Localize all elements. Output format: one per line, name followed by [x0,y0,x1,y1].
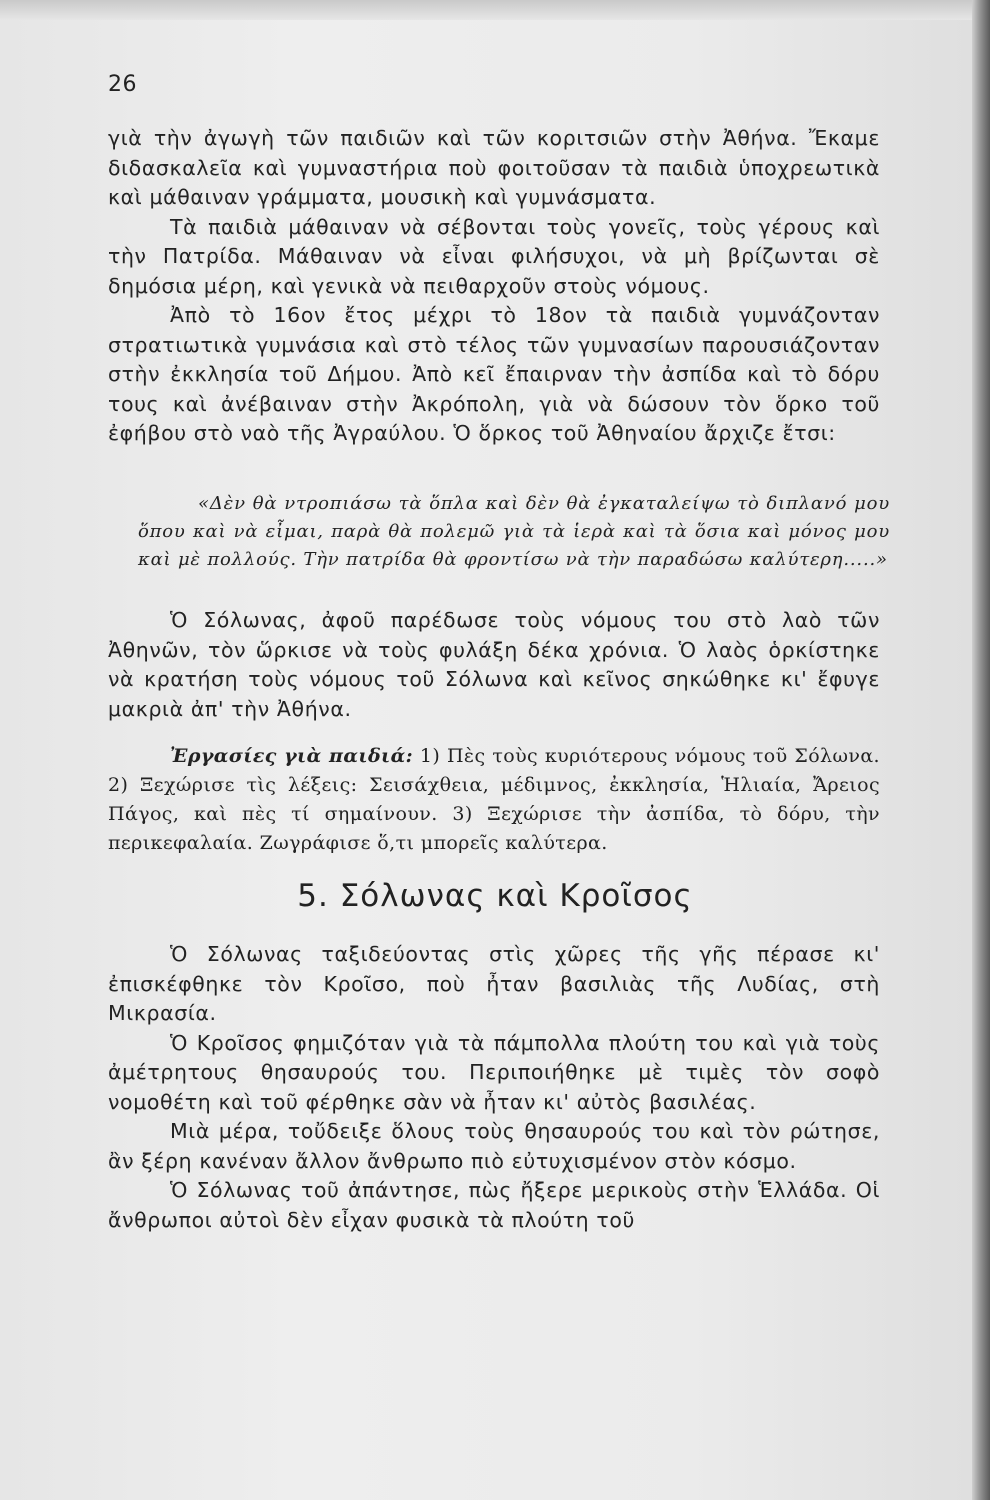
paragraph-ephebe-training: Ἀπὸ τὸ 16ον ἔτος μέχρι τὸ 18ον τὰ παιδιὰ γυμνάζονταν στρατιωτικὰ γυμνάσια καὶ στὸ τέλος τῶν γυμνασίων παρουσιάζονταν στὴν ἐκκλησία τοῦ Δήμου. Ἀπὸ κεῖ ἔπαιρναν τὴν ἀσπίδα καὶ τὸ δόρυ τους καὶ ἀνέβαιναν στὴν Ἀκρόπολη, γιὰ νὰ δώσουν τὸν ὅρκο τοῦ ἐφήβου στὸ ναὸ τῆς Ἀγραύλου. Ὁ ὅρκος τοῦ Ἀθηναίου ἄρχιζε ἔτσι: [108,303,880,445]
paragraph-croesus-wealth: Ὁ Κροῖσος φημιζόταν γιὰ τὰ πάμπολλα πλούτη του καὶ γιὰ τοὺς ἀμέτρητους θησαυρούς του. Περιποιήθηκε μὲ τιμὲς τὸν σοφὸ νομοθέτη καὶ τοῦ φέρθηκε σὰν νὰ ἦταν κι' αὐτὸς βασιλέας. [108,1030,880,1114]
paragraph-solon-visits-croesus: Ὁ Σόλωνας ταξιδεύοντας στὶς χῶρες τῆς γῆς πέρασε κι' ἐπισκέφθηκε τὸν Κροῖσο, ποὺ ἦταν βασιλιὰς τῆς Λυδίας, στὴ Μικρασία. [108,942,880,1025]
ephebic-oath-quote [138,490,890,574]
body-text-section-5 [108,940,880,1235]
paragraph-croesus-question: Μιὰ μέρα, τοὔδειξε ὅλους τοὺς θησαυρούς του καὶ τὸν ρώτησε, ἂν ξέρη κανέναν ἄλλον ἄνθρωπο πιὸ εὐτυχισμένον στὸν κόσμο. [108,1119,880,1173]
paragraph-solon-answer: Ὁ Σόλωνας τοῦ ἀπάντησε, πὼς ἤξερε μερικοὺς στὴν Ἑλλάδα. Οἱ ἄνθρωποι αὐτοὶ δὲν εἶχαν φυσικὰ τὰ πλούτη τοῦ [108,1178,880,1232]
page-number: 26 [108,72,137,97]
paragraph-solon-departure: Ὁ Σόλωνας, ἀφοῦ παρέδωσε τοὺς νόμους του στὸ λαὸ τῶν Ἀθηνῶν, τὸν ὥρκισε νὰ τοὺς φυλάξη δέκα χρόνια. Ὁ λαὸς ὁρκίστηκε νὰ κρατήση τοὺς νόμους τοῦ Σόλωνα καὶ κεῖνος σηκώθηκε κι' ἔφυγε μακριὰ ἀπ' τὴν Ἀθήνα. [108,608,880,721]
paragraph-continued: γιὰ τὴν ἀγωγὴ τῶν παιδιῶν καὶ τῶν κοριτσιῶν στὴν Ἀθήνα. Ἔκαμε διδασκαλεῖα καὶ γυμναστήρια ποὺ φοιτοῦσαν τὰ παιδιὰ ὑποχρεωτικὰ καὶ μάθαιναν γράμματα, μουσικὴ καὶ γυμνάσματα. [108,126,880,209]
section-heading: 5. Σόλωνας καὶ Κροῖσος [297,878,693,914]
page-top-edge [0,0,990,20]
exercises-text: 1) Πὲς τοὺς κυριότερους νόμους τοῦ Σόλωνα. 2) Ξεχώρισε τὶς λέξεις: Σεισάχθεια, μέδιμνος, ἐκκλησία, Ἡλιαία, Ἄρειος Πάγος, καὶ πὲς τί σημαίνουν. 3) Ξεχώρισε τὴν ἀσπίδα, τὸ δόρυ, τὴν περικεφαλαία. Ζωγράφισε ὅ,τι μπορεῖς καλύτερα. [108,745,880,854]
book-spine [972,0,990,1500]
oath-text: «Δὲν θὰ ντροπιάσω τὰ ὅπλα καὶ δὲν θὰ ἐγκαταλείψω τὸ διπλανό μου ὅπου καὶ νὰ εἶμαι, παρὰ θὰ πολεμῶ γιὰ τὰ ἱερὰ καὶ τὰ ὅσια καὶ μόνος μου καὶ μὲ πολλούς. Τὴν πατρίδα θὰ φροντίσω νὰ τὴν παραδώσω καλύτερη.....» [138,493,890,570]
body-text-upper [108,124,880,449]
exercises-label: Ἐργασίες γιὰ παιδιά: [170,745,414,767]
paragraph-children-respect: Τὰ παιδιὰ μάθαιναν νὰ σέβονται τοὺς γονεῖς, τοὺς γέρους καὶ τὴν Πατρίδα. Μάθαιναν νὰ εἶναι φιλήσυχοι, νὰ μὴ βρίζωνται σὲ δημόσια μέρη, καὶ γενικὰ νὰ πειθαρχοῦν στοὺς νόμους. [108,214,880,298]
exercises-block [108,742,880,858]
body-text-solon-laws [108,606,880,724]
exercises-paragraph [108,742,880,858]
